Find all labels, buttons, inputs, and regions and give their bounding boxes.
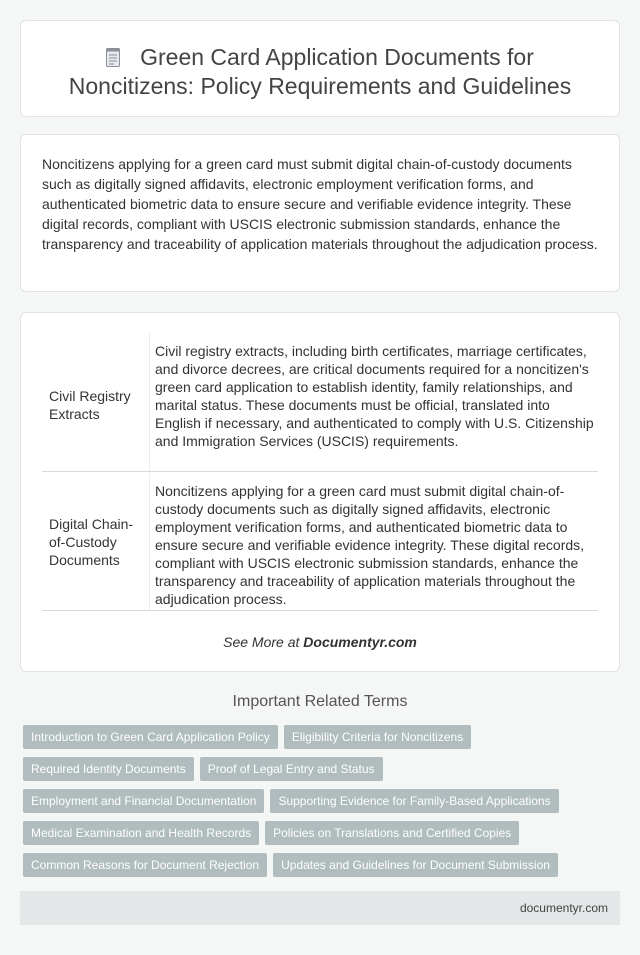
row-label: Digital Chain-of-Custody Documents: [49, 516, 134, 568]
see-more: [21, 634, 619, 650]
tag-row: [23, 821, 583, 853]
page-title: [51, 43, 589, 101]
column-divider: [149, 333, 150, 471]
tag-row: [23, 789, 583, 821]
related-term-tag[interactable]: Medical Examination and Health Records: [23, 821, 259, 845]
page-title-text: Green Card Application Documents for Noncitizens: Policy Requirements and Guidelines: [68, 44, 572, 99]
related-term-tag[interactable]: Required Identity Documents: [23, 757, 194, 781]
related-term-tag[interactable]: Eligibility Criteria for Noncitizens: [284, 725, 471, 749]
document-icon: [106, 48, 120, 67]
related-term-tag[interactable]: Updates and Guidelines for Document Submission: [273, 853, 558, 877]
table-row: [42, 333, 598, 472]
row-description: Civil registry extracts, including birth certificates, marriage certificates, and divorce decrees, are critical documents required for a noncitizen's green card application to establish identity, family relationships, and marital status. These documents must be official, translated into English if necessary, and authenticated to comply with U.S. Citizenship and Immigration Services (USCIS) requirements.: [155, 343, 594, 449]
see-more-prefix: See More at: [223, 634, 304, 650]
related-term-tag[interactable]: Introduction to Green Card Application Policy: [23, 725, 278, 749]
row-label: Civil Registry Extracts: [49, 388, 131, 422]
table-row: [42, 473, 598, 611]
related-term-tag[interactable]: Proof of Legal Entry and Status: [200, 757, 383, 781]
related-term-tag[interactable]: Employment and Financial Documentation: [23, 789, 264, 813]
tag-row: [23, 757, 583, 789]
related-terms-title: Important Related Terms: [232, 693, 408, 710]
row-description: Noncitizens applying for a green card must submit digital chain-of-custody documents such as digitally signed affidavits, electronic employment verification forms, and authenticated biometric data to ensure secure and verifiable evidence integrity. These digital records, compliant with USCIS electronic submission standards, enhance the transparency and traceability of application materials throughout the adjudication process.: [155, 483, 585, 607]
title-card: [20, 20, 620, 117]
related-term-tag[interactable]: Policies on Translations and Certified Copies: [265, 821, 519, 845]
see-more-link[interactable]: Documentyr.com: [303, 634, 417, 650]
intro-paragraph: Noncitizens applying for a green card must submit digital chain-of-custody documents such as digitally signed affidavits, electronic employment verification forms, and authenticated biometric data to ensure secure and verifiable evidence integrity. These digital records, compliant with USCIS electronic submission standards, enhance the transparency and traceability of application materials throughout the adjudication process.: [42, 156, 598, 252]
footer-link[interactable]: documentyr.com: [519, 901, 608, 915]
tag-row: [23, 853, 583, 885]
tag-row: [23, 725, 583, 757]
related-term-tag[interactable]: Common Reasons for Document Rejection: [23, 853, 267, 877]
column-divider: [149, 473, 150, 610]
related-terms-tags: [23, 725, 583, 885]
footer: [20, 891, 620, 925]
related-term-tag[interactable]: Supporting Evidence for Family-Based Applications: [270, 789, 558, 813]
documents-table: [20, 312, 620, 672]
intro-card: [20, 134, 620, 292]
